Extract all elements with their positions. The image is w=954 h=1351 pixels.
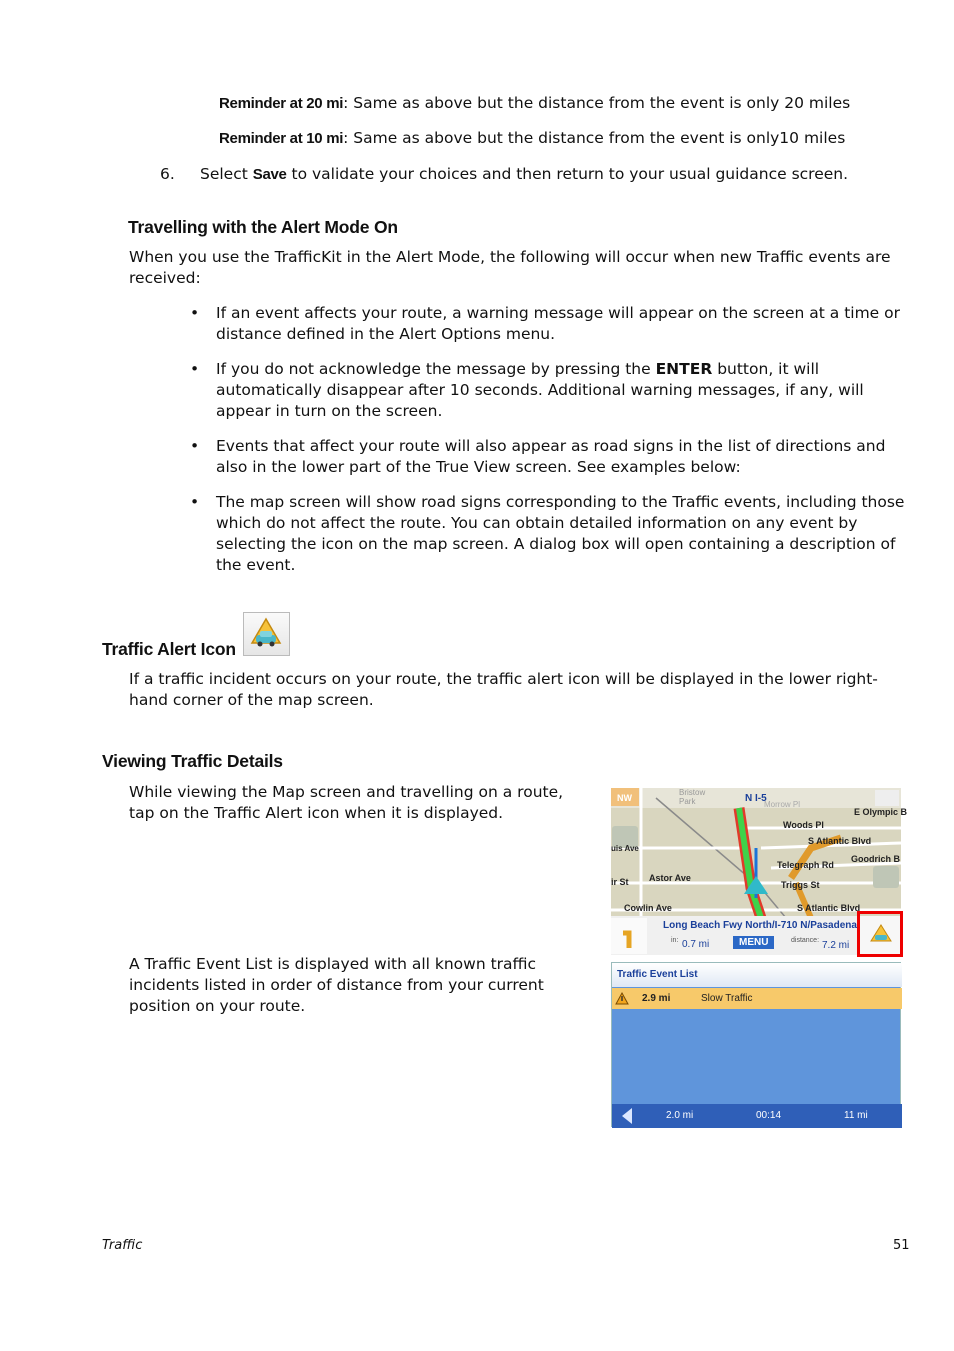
viewing-para-1: While viewing the Map screen and travelling on a route, tap on the Traffic Alert icon when it is displayed. <box>129 783 564 822</box>
map-label: Triggs St <box>781 880 820 890</box>
bullet-dot: • <box>190 437 200 455</box>
bullet-2-pre: If you do not acknowledge the message by pressing the <box>216 360 656 378</box>
step-save-bold: Save <box>252 166 287 183</box>
map-label: E Olympic B <box>854 807 908 817</box>
step-number: 6. <box>160 165 175 183</box>
heading-alert-icon: Traffic Alert Icon <box>102 639 236 659</box>
reminder-10-text: : Same as above but the distance from the event is only10 miles <box>343 129 846 147</box>
map-label: Telegraph Rd <box>777 860 834 870</box>
map-in-label: in: <box>671 937 679 944</box>
map-label: S Atlantic Blvd <box>808 836 872 846</box>
reminder-10-label: Reminder at 10 mi <box>219 130 344 147</box>
map-in-value: 0.7 mi <box>682 939 710 950</box>
back-arrow-icon[interactable] <box>620 1107 634 1129</box>
bullet-dot: • <box>190 493 200 511</box>
map-label: Cowlin Ave <box>624 903 672 913</box>
alert-icon-text: If a traffic incident occurs on your route, the traffic alert icon will be displayed in the lower right-hand corner of the map screen. <box>129 670 878 709</box>
bullet-3: Events that affect your route will also appear as road signs in the list of directions and also in the lower part of the True View screen. See examples below: <box>216 437 886 476</box>
map-label: Morrow Pl <box>764 800 801 809</box>
bullet-2-post: button, it will automatically disappear after 10 seconds. Additional warning messages, if any, will appear in turn on the screen. <box>216 360 864 420</box>
event-row-distance: 2.9 mi <box>642 993 671 1004</box>
footer-distance: 2.0 mi <box>666 1110 694 1121</box>
reminder-20-label: Reminder at 20 mi <box>219 95 344 112</box>
bullet-dot: • <box>190 360 200 378</box>
reminder-20 <box>219 93 919 114</box>
reminder-20-text: : Same as above but the distance from the event is only 20 miles <box>343 94 851 112</box>
map-distance-label: distance: <box>791 937 820 944</box>
event-list-screenshot <box>611 962 901 1127</box>
map-label: Astor Ave <box>649 873 691 883</box>
bullet-2 <box>216 359 906 422</box>
warning-icon <box>615 991 629 1009</box>
map-menu-button[interactable]: MENU <box>733 936 774 949</box>
map-next-street: Long Beach Fwy North/I-710 N/Pasadena <box>663 920 857 931</box>
page-number: 51 <box>893 1238 910 1253</box>
map-route-shield: N I-5 <box>745 793 767 804</box>
footer-time: 00:14 <box>756 1110 782 1121</box>
footer-section-name: Traffic <box>102 1238 143 1253</box>
map-label: ir St <box>611 877 629 887</box>
map-label: Woods Pl <box>783 820 824 830</box>
alert-mode-intro: When you use the TrafficKit in the Alert Mode, the following will occur when new Traffic events are received: <box>129 248 891 287</box>
map-label: Goodrich B <box>851 854 900 864</box>
bullet-2-enter: ENTER <box>655 360 713 378</box>
step-text <box>200 164 920 185</box>
bullet-4: The map screen will show road signs corresponding to the Traffic events, including those which do not affect the route. You can obtain detailed information on any event by selecting the icon on the map screen. A dialog box will open containing a description of the event. <box>216 493 905 574</box>
highlight-box <box>857 911 903 957</box>
event-list-title: Traffic Event List <box>617 969 698 980</box>
map-label: Bristow Park <box>679 788 706 806</box>
step-text-pre: Select <box>200 165 253 183</box>
heading-viewing: Viewing Traffic Details <box>102 751 283 771</box>
map-label: S Atlantic Blvd <box>797 903 861 913</box>
bullet-1: If an event affects your route, a warning message will appear on the screen at a time or distance defined in the Alert Options menu. <box>216 304 900 343</box>
map-label: uis Ave <box>611 844 639 853</box>
traffic-alert-icon <box>243 612 290 656</box>
map-distance-value: 7.2 mi <box>822 940 850 951</box>
footer-remaining: 11 mi <box>844 1110 868 1121</box>
event-row-description: Slow Traffic <box>701 993 753 1004</box>
bullet-dot: • <box>190 304 200 322</box>
heading-alert-mode: Travelling with the Alert Mode On <box>128 217 398 237</box>
reminder-10 <box>219 128 919 149</box>
step-text-post: to validate your choices and then return to your usual guidance screen. <box>286 165 849 183</box>
viewing-para-2: A Traffic Event List is displayed with all known traffic incidents listed in order of distance from your current position on your route. <box>129 955 544 1015</box>
map-heading-badge: NW <box>617 793 632 803</box>
